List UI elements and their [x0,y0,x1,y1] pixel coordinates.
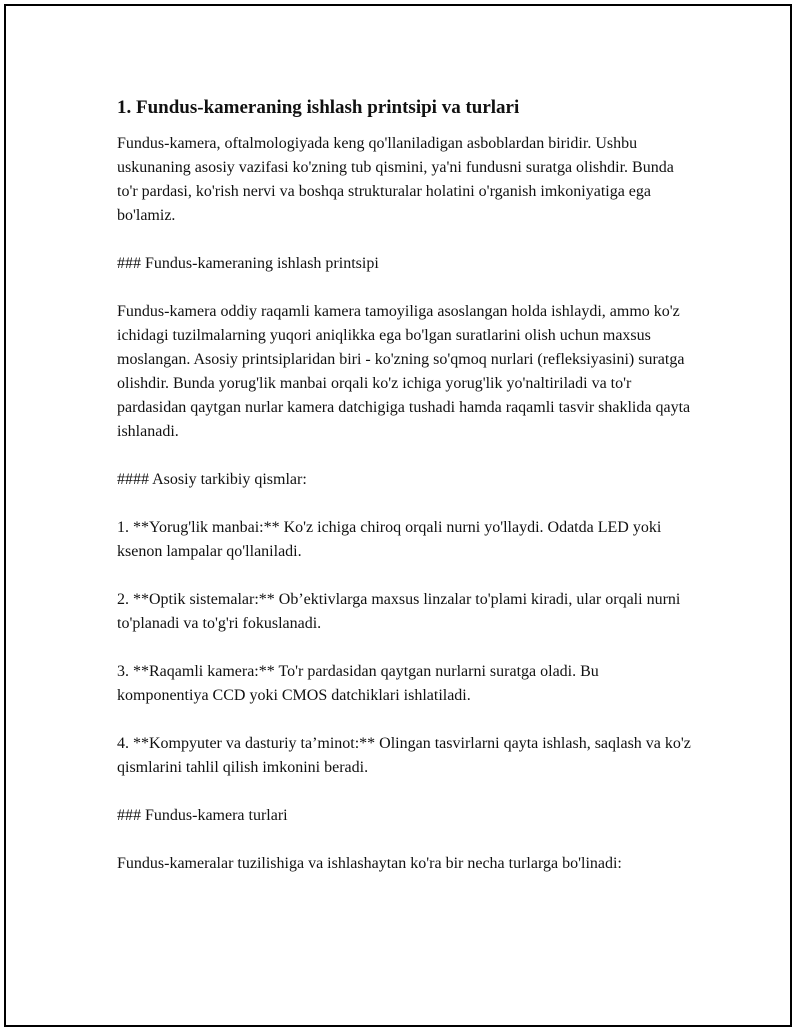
intro-paragraph: Fundus-kamera, oftalmologiyada keng qo'llaniladigan asboblardan biridir. Ushbu uskunaning asosiy vazifasi ko'zning tub qismini, ya'ni fundusni suratga olishdir. Bunda to'r pardasi, ko'rish nervi va boshqa strukturalar holatini o'rganish imkoniyatiga ega bo'lamiz. [117,135,674,224]
component-item-software: 4. **Kompyuter va dasturiy ta’minot:** Olingan tasvirlarni qayta ishlash, saqlash va ko'z qismlarini tahlil qilish imkonini beradi. [117,735,691,776]
component-item-camera: 3. **Raqamli kamera:** To'r pardasidan qaytgan nurlarni suratga oladi. Bu komponentiya CCD yoki CMOS datchiklari ishlatiladi. [117,663,599,704]
component-item-optics: 2. **Optik sistemalar:** Ob’ektivlarga maxsus linzalar to'plami kiradi, ular orqali nurni to'planadi va to'g'ri fokuslanadi. [117,591,681,632]
section-heading-types: ### Fundus-kamera turlari [117,807,288,824]
subsection-heading-components: #### Asosiy tarkibiy qismlar: [117,471,307,488]
component-item-light-source: 1. **Yorug'lik manbai:** Ko'z ichiga chiroq orqali nurni yo'llaydi. Odatda LED yoki ksenon lampalar qo'llaniladi. [117,519,662,560]
types-paragraph: Fundus-kameralar tuzilishiga va ishlashaytan ko'ra bir necha turlarga bo'linadi: [117,855,622,872]
principle-paragraph: Fundus-kamera oddiy raqamli kamera tamoyiliga asoslangan holda ishlaydi, ammo ko'z ichidagi tuzilmalarning yuqori aniqlikka ega bo'lgan suratlarini olish uchun maxsus moslangan. Asosiy printsiplaridan biri - ko'zning so'qmoq nurlari (refleksiyasini) suratga olishdir. Bunda yorug'lik manbai orqali ko'z ichiga yorug'lik yo'naltiriladi va to'r pardasidan qaytgan nurlar kamera datchigiga tushadi hamda raqamli tasvir shaklida qayta ishlanadi. [117,303,691,440]
section-heading-principle: ### Fundus-kameraning ishlash printsipi [117,255,379,272]
document-body [117,96,692,900]
document-title: 1. Fundus-kameraning ishlash printsipi va turlari [117,97,520,118]
